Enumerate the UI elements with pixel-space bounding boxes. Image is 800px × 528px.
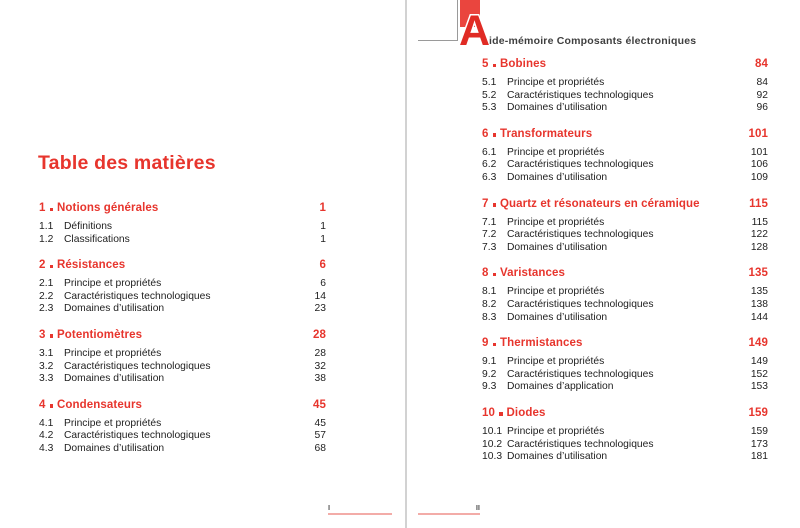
entry-number: 6.2 xyxy=(482,159,497,171)
toc-section xyxy=(482,337,768,394)
toc-entry-row xyxy=(482,286,768,299)
section-page-number: 6 xyxy=(319,259,326,272)
entry-number: 7.3 xyxy=(482,241,497,253)
toc-entry-row xyxy=(39,303,326,316)
section-title: Potentiomètres xyxy=(57,328,143,341)
entry-title: Domaines d’utilisation xyxy=(64,303,165,315)
entry-number: 4.3 xyxy=(39,442,54,454)
entry-page-number: 38 xyxy=(314,373,326,385)
entry-page-number: 23 xyxy=(314,303,326,315)
section-bullet-icon xyxy=(493,343,497,347)
entry-number: 1.1 xyxy=(39,221,54,232)
toc-entry-row xyxy=(482,172,768,185)
entry-page-number: 57 xyxy=(314,430,326,442)
entry-number: 9.2 xyxy=(482,368,497,380)
entry-title: Caractéristiques technologiques xyxy=(507,89,654,101)
entry-page-number: 68 xyxy=(314,442,326,454)
toc-entry-row xyxy=(482,159,768,172)
section-items xyxy=(39,418,326,456)
entry-number: 10.1 xyxy=(482,425,503,437)
entry-title: Principe et propriétés xyxy=(64,417,162,429)
section-number: 4 xyxy=(39,398,46,411)
entry-title: Domaines d’utilisation xyxy=(64,442,165,454)
entry-page-number: 173 xyxy=(750,438,768,450)
entry-title: Principe et propriétés xyxy=(507,216,605,228)
section-number: 2 xyxy=(39,259,46,272)
toc-entry-row xyxy=(39,278,326,291)
entry-number: 5.2 xyxy=(482,89,497,101)
section-title: Quartz et résonateurs en céramique xyxy=(500,197,700,210)
footer-rule-left xyxy=(328,513,392,515)
toc-entry-row xyxy=(482,147,768,160)
entry-title: Domaines d’utilisation xyxy=(507,451,608,463)
section-items xyxy=(482,286,768,324)
entry-title: Caractéristiques technologiques xyxy=(507,229,654,241)
section-items xyxy=(482,356,768,394)
footer-rule-right xyxy=(418,513,480,515)
entry-title: Caractéristiques technologiques xyxy=(507,438,654,450)
section-page-number: 159 xyxy=(748,406,768,419)
entry-page-number: 149 xyxy=(750,356,768,368)
toc-entry-row xyxy=(482,451,768,464)
entry-page-number: 6 xyxy=(320,278,326,290)
toc-entry-row xyxy=(482,369,768,382)
section-heading-row xyxy=(482,407,768,420)
entry-page-number: 106 xyxy=(750,159,768,171)
section-page-number: 28 xyxy=(313,328,326,341)
entry-title: Caractéristiques technologiques xyxy=(507,368,654,380)
entry-title: Principe et propriétés xyxy=(64,347,162,359)
section-heading-row xyxy=(482,128,768,141)
entry-number: 5.1 xyxy=(482,77,497,88)
section-title: Notions générales xyxy=(57,202,159,214)
page-number-roman-left: I xyxy=(328,503,331,512)
toc-entry-row xyxy=(39,291,326,304)
toc-page-title: Table des matières xyxy=(38,152,216,174)
entry-number: 10.2 xyxy=(482,438,503,450)
entry-title: Domaines d’utilisation xyxy=(507,241,608,253)
section-page-number: 1 xyxy=(319,202,326,214)
toc-entry-row xyxy=(482,356,768,369)
section-title: Varistances xyxy=(500,267,566,280)
entry-number: 3.1 xyxy=(39,347,54,359)
entry-title: Caractéristiques technologiques xyxy=(64,290,211,302)
entry-title: Principe et propriétés xyxy=(507,77,605,88)
entry-title: Caractéristiques technologiques xyxy=(64,430,211,442)
entry-page-number: 14 xyxy=(314,290,326,302)
entry-page-number: 159 xyxy=(750,425,768,437)
section-page-number: 149 xyxy=(748,337,768,350)
toc-entry-row xyxy=(39,430,326,443)
entry-page-number: 32 xyxy=(314,360,326,372)
toc-section xyxy=(39,399,326,456)
entry-page-number: 152 xyxy=(750,368,768,380)
section-bullet-icon xyxy=(50,404,54,408)
entry-page-number: 153 xyxy=(750,381,768,393)
section-number: 9 xyxy=(482,337,489,350)
entry-title: Domaines d’utilisation xyxy=(507,102,608,114)
toc-section xyxy=(39,202,326,246)
toc-entry-row xyxy=(39,361,326,374)
section-number: 5 xyxy=(482,58,489,70)
toc-left-page xyxy=(39,202,326,469)
toc-entry-row xyxy=(482,217,768,230)
page-gutter-divider xyxy=(405,0,407,528)
section-page-number: 101 xyxy=(748,127,768,140)
section-title: Condensateurs xyxy=(57,398,143,411)
section-number: 1 xyxy=(39,202,46,214)
entry-title: Domaines d’utilisation xyxy=(507,311,608,323)
section-bullet-icon xyxy=(499,412,503,416)
entry-number: 4.2 xyxy=(39,430,54,442)
section-heading-row xyxy=(482,58,768,71)
section-number: 3 xyxy=(39,328,46,341)
section-items xyxy=(482,147,768,185)
entry-title: Caractéristiques technologiques xyxy=(507,159,654,171)
entry-title: Domaines d’utilisation xyxy=(64,373,165,385)
section-bullet-icon xyxy=(493,64,497,68)
toc-entry-row xyxy=(39,234,326,247)
section-items xyxy=(39,348,326,386)
entry-page-number: 1 xyxy=(320,233,326,245)
section-items xyxy=(39,221,326,246)
entry-page-number: 181 xyxy=(750,451,768,463)
section-items xyxy=(39,278,326,316)
section-number: 6 xyxy=(482,127,489,140)
entry-title: Principe et propriétés xyxy=(507,356,605,368)
entry-page-number: 122 xyxy=(750,229,768,241)
toc-section xyxy=(482,128,768,185)
entry-title: Domaines d’application xyxy=(507,381,614,393)
section-number: 8 xyxy=(482,267,489,280)
entry-title: Caractéristiques technologiques xyxy=(507,298,654,310)
toc-entry-row xyxy=(39,373,326,386)
section-bullet-icon xyxy=(50,265,54,269)
section-heading-row xyxy=(482,337,768,350)
entry-page-number: 101 xyxy=(750,146,768,158)
section-title: Transformateurs xyxy=(500,127,593,140)
entry-page-number: 45 xyxy=(314,417,326,429)
section-items xyxy=(482,217,768,255)
section-heading-row xyxy=(39,259,326,272)
entry-number: 10.3 xyxy=(482,451,503,463)
toc-entry-row xyxy=(482,439,768,452)
entry-title: Principe et propriétés xyxy=(507,286,605,298)
toc-entry-row xyxy=(39,221,326,234)
section-heading-row xyxy=(39,202,326,215)
section-page-number: 135 xyxy=(748,267,768,280)
entry-number: 2.1 xyxy=(39,278,54,290)
section-bullet-icon xyxy=(50,334,54,338)
entry-number: 5.3 xyxy=(482,102,497,114)
section-heading-row xyxy=(482,267,768,280)
entry-page-number: 144 xyxy=(750,311,768,323)
toc-entry-row xyxy=(482,90,768,103)
section-items xyxy=(482,77,768,115)
section-bullet-icon xyxy=(50,208,54,212)
toc-right-page xyxy=(482,58,768,477)
toc-entry-row xyxy=(39,443,326,456)
toc-entry-row xyxy=(482,229,768,242)
entry-number: 3.3 xyxy=(39,373,54,385)
section-bullet-icon xyxy=(493,133,497,137)
section-page-number: 45 xyxy=(313,398,326,411)
section-bullet-icon xyxy=(493,273,497,277)
section-items xyxy=(482,426,768,464)
entry-number: 6.3 xyxy=(482,171,497,183)
running-head-title: ide-mémoire Composants électroniques xyxy=(489,35,697,47)
toc-entry-row xyxy=(482,426,768,439)
toc-entry-row xyxy=(482,102,768,115)
entry-title: Caractéristiques technologiques xyxy=(64,360,211,372)
toc-entry-row xyxy=(39,418,326,431)
entry-title: Classifications xyxy=(64,233,130,245)
section-title: Diodes xyxy=(506,406,546,419)
entry-page-number: 28 xyxy=(314,347,326,359)
section-heading-row xyxy=(39,399,326,412)
entry-number: 3.2 xyxy=(39,360,54,372)
entry-title: Définitions xyxy=(64,221,113,232)
toc-section xyxy=(482,267,768,324)
entry-page-number: 1 xyxy=(320,221,326,232)
entry-number: 8.3 xyxy=(482,311,497,323)
entry-page-number: 115 xyxy=(751,216,768,228)
entry-number: 1.2 xyxy=(39,233,54,245)
entry-page-number: 138 xyxy=(750,298,768,310)
toc-entry-row xyxy=(482,77,768,90)
entry-title: Principe et propriétés xyxy=(507,146,605,158)
section-number: 7 xyxy=(482,197,489,210)
entry-number: 2.3 xyxy=(39,303,54,315)
entry-title: Domaines d’utilisation xyxy=(507,171,608,183)
header-bracket-horizontal-line xyxy=(418,40,457,41)
entry-number: 2.2 xyxy=(39,290,54,302)
section-title: Thermistances xyxy=(500,337,583,350)
section-bullet-icon xyxy=(493,203,497,207)
section-page-number: 84 xyxy=(755,58,768,70)
entry-number: 7.1 xyxy=(482,216,497,228)
toc-section xyxy=(482,198,768,255)
page-number-roman-right: II xyxy=(475,503,480,512)
entry-number: 9.3 xyxy=(482,381,497,393)
section-title: Résistances xyxy=(57,259,126,272)
entry-page-number: 135 xyxy=(750,286,768,298)
svg-text:A: A xyxy=(459,7,491,50)
entry-number: 7.2 xyxy=(482,229,497,241)
entry-page-number: 109 xyxy=(750,171,768,183)
toc-section xyxy=(39,259,326,316)
entry-number: 9.1 xyxy=(482,356,497,368)
toc-entry-row xyxy=(482,312,768,325)
entry-title: Principe et propriétés xyxy=(507,425,605,437)
toc-section xyxy=(482,58,768,115)
toc-entry-row xyxy=(482,381,768,394)
entry-number: 4.1 xyxy=(39,417,54,429)
toc-entry-row xyxy=(482,299,768,312)
entry-number: 8.1 xyxy=(482,286,497,298)
section-heading-row xyxy=(482,198,768,211)
entry-number: 6.1 xyxy=(482,146,497,158)
toc-section xyxy=(482,407,768,464)
entry-title: Principe et propriétés xyxy=(64,278,162,290)
section-page-number: 115 xyxy=(749,197,768,210)
entry-page-number: 92 xyxy=(756,89,768,101)
toc-section xyxy=(39,329,326,386)
section-heading-row xyxy=(39,329,326,342)
section-number: 10 xyxy=(482,406,495,419)
entry-page-number: 96 xyxy=(756,102,768,114)
toc-entry-row xyxy=(39,348,326,361)
entry-page-number: 128 xyxy=(750,241,768,253)
toc-entry-row xyxy=(482,242,768,255)
section-title: Bobines xyxy=(500,58,547,70)
entry-page-number: 84 xyxy=(756,77,768,88)
entry-number: 8.2 xyxy=(482,298,497,310)
